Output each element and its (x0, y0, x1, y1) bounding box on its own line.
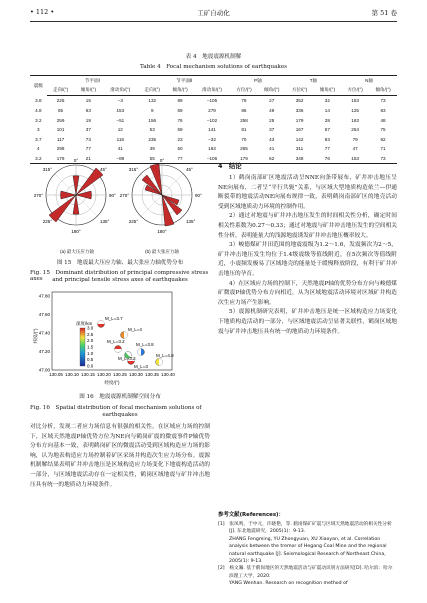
table-cell: −3 (117, 98, 123, 104)
xtick-label: 130.20 (97, 372, 111, 377)
mag-label-4: M_L=3.8 (136, 342, 154, 347)
table-group-header-row (30, 76, 397, 86)
sub-header-7: 倾角/(°) (258, 86, 286, 96)
table-cell: 117 (56, 136, 65, 142)
group-plane-1: 节平面Ⅰ (47, 76, 139, 86)
table-cell: 153 (341, 154, 369, 164)
beachball-7 (156, 359, 163, 366)
table-cell: 50 (177, 146, 183, 152)
table-row (30, 135, 397, 145)
table-row (30, 115, 397, 125)
fig16-yticks (39, 294, 51, 373)
table-cell: 41 (117, 146, 123, 152)
group-p-axis: P轴 (230, 76, 286, 86)
conclusion-item-2: 2）通过对地震与矿井冲击地压发生的时间相关性分析，确定时间相关性系数为0.27～0.33；通过对地震与矿井冲击地压发生的空间相关性分析，表明能量大的浅源地震诱发矿井冲击地压概率较大。 (218, 213, 397, 239)
left-body-text (30, 423, 210, 490)
dir-0: 0° (73, 158, 79, 163)
table-cell: 41 (269, 146, 275, 152)
table-cell: 19 (85, 117, 91, 123)
table-cell: 86 (241, 108, 247, 114)
table-cell: 92 (380, 136, 386, 142)
table-cell: 37 (269, 127, 275, 133)
sub-header-5: 滑动角/(°) (194, 86, 230, 96)
table-cell: 12 (117, 127, 123, 133)
fig16-caption-en-2: earthquakes (102, 412, 138, 418)
table-cell: 43 (269, 136, 275, 142)
table-cell: 48 (380, 117, 386, 123)
xtick-label: 130.35 (145, 372, 159, 377)
fig16-spatial-plot (30, 288, 210, 386)
table-cell: 27 (269, 98, 275, 104)
page-number: • 112 • (30, 8, 55, 16)
dir-315: 315° (128, 167, 138, 172)
group-t-axis: T轴 (286, 76, 342, 86)
sub-header-9: 倾角/(°) (313, 86, 341, 96)
xtick-label: 130.15 (81, 372, 95, 377)
table-cell: 77 (324, 146, 330, 152)
mag-label-6: M_L=3 (134, 364, 148, 369)
table-cell: 163 (351, 117, 359, 123)
dir-135: 135° (100, 219, 110, 224)
table-cell: −89 (102, 154, 138, 164)
journal-name: 工矿自动化 (197, 9, 230, 17)
ytick-label: 47.40 (38, 330, 50, 336)
fig15-rose-diagrams (30, 152, 208, 244)
mag-label-1: M_L=3.7 (105, 316, 123, 321)
sub-header-11: 倾角/(°) (369, 86, 397, 96)
dir-225: 225° (42, 219, 52, 224)
volume-label: 第 51 卷 (371, 9, 397, 17)
mag-label-7: M_L=4.8 (156, 353, 174, 358)
table-cell: 153 (351, 98, 359, 104)
colorbar-tick-label: 3.0 (87, 325, 94, 331)
table-row (30, 106, 397, 116)
table-cell: 279 (208, 108, 216, 114)
rose-diagram-compressive (34, 158, 116, 234)
table-cell: −32 (208, 136, 216, 142)
table-cell: 132 (148, 98, 157, 104)
table-cell: 37 (85, 127, 91, 133)
dir-315: 315° (42, 167, 52, 172)
conclusion-item-3: 3）峻德煤矿井田范围的地震震级为1.2～1.6，发震频次为2～5，矿井冲击地压发生均位于1.4级震级等值线附近，在5次频次等值线附近，小震频发极易了区域地壳的能量处于缓慢释放阶段，有利于矿井冲击地压的孕育。 (218, 242, 397, 277)
fig16-ylabel: 纬度/(°) (33, 328, 38, 344)
rose-b-label: (b) 最大张应力轴 (145, 249, 179, 254)
table-cell: −51 (116, 117, 125, 123)
table-cell: 21 (74, 154, 102, 164)
table-cell: −105 (206, 98, 218, 104)
dir-45: 45° (100, 167, 107, 172)
table-cell: 352 (295, 98, 304, 104)
conclusion-item-1: 1）鹤岗南部矿区地震活动呈NNE向条带展布，矿井冲击地压呈NE向展布，二者呈“平行共轭”关系，与区域大型地质构造依兰—伊通断裂带的地震活动NE向展布规律一致，表明鹤岗南部矿区的地壳活动受到区域地质动力环境的控制作用。 (218, 175, 397, 210)
table-cell: 179 (230, 154, 258, 164)
table-cell: 3.7 (35, 136, 42, 142)
dir-225: 225° (128, 219, 138, 224)
colorbar-ticks (87, 326, 94, 369)
rose-a-label: (a) 最大压应力轴 (60, 249, 94, 254)
rose-diagram-tensile (120, 158, 202, 234)
header-rule (30, 21, 397, 22)
colorbar-tick-label: 2.0 (87, 338, 94, 344)
reference-2: [2] 杨文瀚. 基于鹤岗地区的天然地震活动与矿震动识别方法研究[D]. 哈尔滨：哈尔滨理工大学，2020. (218, 566, 393, 579)
ytick-label: 47.20 (38, 349, 50, 354)
table-cell: 59 (177, 108, 183, 114)
colorbar-tick-label: 0.0 (87, 363, 94, 369)
table-cell: 156 (148, 117, 157, 123)
ytick-label: 47.80 (38, 293, 50, 299)
table-cell: 89 (177, 98, 183, 104)
table-cell: 77 (166, 154, 194, 164)
table-cell: 3.2 (30, 154, 47, 164)
table-cell: 153 (116, 108, 125, 114)
table-cell: 163 (208, 146, 216, 152)
sub-header-3: 走向/(°) (138, 86, 166, 96)
table-title-en: Table 4 Focal mechanism solutions of earthquakes (139, 64, 287, 70)
table-cell: 55 (138, 154, 166, 164)
table-cell: 254 (351, 127, 359, 133)
table-cell: 3.2 (35, 117, 42, 123)
table-cell: 73 (369, 154, 397, 164)
col-magnitude: 震级 (30, 76, 47, 96)
dir-90: 90° (195, 193, 202, 198)
table-cell: 28 (324, 117, 330, 123)
depth-colorbar (80, 328, 85, 366)
table-row (30, 96, 397, 106)
ytick-label: 47.60 (38, 312, 50, 317)
table-cell: 14 (324, 108, 330, 114)
colorbar-title: 深度/km (76, 321, 93, 326)
beachball-1 (98, 321, 105, 328)
table-cell: 47 (352, 146, 358, 152)
group-n-axis: N轴 (341, 76, 397, 86)
reference-1-en: ZHANG Fengming, YU Zhongyuan, XU Xiaoyan, et al. Correlation analysis between the tremor of Hegang Coal Mine and the regional natural earthquake [J]. Seismological Research of Northeast China, 2005(1): 9-13. (229, 536, 387, 565)
table-cell: 3 (37, 127, 40, 133)
ytick-label: 47.00 (38, 367, 50, 373)
dir-180: 180° (71, 229, 81, 234)
reference-1: [1] 张凤鸣，于中元，许晓艳，等. 鹤岗煤矿矿震与区域天然地震活动的相关性分析[J]. 东北地震研究，2005(1)：9-13. (218, 522, 392, 535)
table-cell: 62 (258, 154, 286, 164)
conclusion-heading: 4 结论 (218, 162, 242, 170)
table-cell: 125 (351, 108, 359, 114)
table-cell: 235 (148, 136, 157, 142)
table-cell: 67 (324, 127, 330, 133)
table-cell: 63 (85, 108, 91, 114)
dir-135: 135° (186, 219, 196, 224)
colorbar-tick-label: 1.5 (87, 344, 94, 350)
sub-header-4: 倾角/(°) (166, 86, 194, 96)
table-cell: 25 (269, 117, 275, 123)
table-row (30, 125, 397, 135)
fig16-xlabel: 经度/(°) (104, 380, 120, 385)
dir-90: 90° (109, 193, 116, 198)
mag-label-3: M_L=3.2 (107, 339, 125, 344)
dir-45: 45° (186, 167, 193, 172)
table-cell: 259 (56, 117, 65, 123)
table-cell: 76 (313, 154, 341, 164)
table-cell: 23 (177, 136, 183, 142)
fig15-caption-cn: 图 15 地震最大压应力轴、最大张应力轴优势分布 (56, 260, 184, 266)
colorbar-tick-label: 1.0 (87, 350, 94, 356)
table-cell: 9 (150, 108, 154, 114)
table-cell: 79 (352, 136, 358, 142)
conclusion-item-5: 5）震源机制研究表明，矿井冲击地压是统一区域构造应力场变化下地质构造活动的一部分，与区域地震活动呈显著关联性，鹤岗区域地震与矿井冲击地压具有统一的地质动力环境条件。 (218, 309, 397, 335)
dir-270: 270° (119, 193, 129, 198)
table-cell: 77 (85, 146, 91, 152)
dir-180: 180° (157, 229, 167, 234)
fig15-caption-en-2: and principal tensile stress axes of earthquakes (52, 277, 188, 283)
references-list (218, 521, 397, 588)
xtick-label: 130.10 (65, 372, 79, 377)
table-cell: 298 (56, 146, 65, 152)
table-cell: 70 (241, 136, 247, 142)
table-cell: 65 (57, 108, 64, 114)
fig16-xticks (49, 372, 175, 377)
xtick-label: 130.40 (161, 372, 175, 377)
table-cell: 141 (208, 127, 216, 133)
table-sub-header-row (30, 86, 397, 96)
table-cell: 225 (56, 98, 65, 104)
references-heading: 参考文献(References)： (218, 512, 284, 518)
table-cell: 32 (324, 98, 330, 104)
group-plane-2: 节平面Ⅱ (138, 76, 230, 86)
table-cell: 101 (56, 127, 65, 133)
xtick-label: 130.30 (129, 372, 143, 377)
table-cell: 258 (240, 117, 248, 123)
table-cell: 336 (295, 108, 304, 114)
mag-label-5: M_L=3.2 (118, 356, 136, 361)
table-cell: −106 (194, 154, 230, 164)
table-cell: 142 (295, 136, 304, 142)
plot-frame (52, 292, 172, 370)
table-cell: 179 (295, 117, 304, 123)
dir-0: 0° (159, 158, 165, 163)
beachball-4 (138, 349, 145, 356)
table-cell: 348 (286, 154, 314, 164)
table-cell: 39 (149, 146, 155, 152)
table-cell: 59 (177, 127, 183, 133)
sub-header-2: 滑动角/(°) (102, 86, 138, 96)
table-cell: 4.8 (35, 108, 42, 114)
beachball-2 (121, 332, 128, 339)
sub-header-6: 方位/(°) (230, 86, 258, 96)
mag-label-2: M_L=4 (128, 327, 142, 332)
table-cell: 53 (149, 127, 155, 133)
fig16-caption-en-1: Fig. 16 Spatial distribution of focal mechanism solutions of (30, 405, 202, 411)
colorbar-tick-label: 2.5 (87, 331, 94, 337)
fig16-caption-cn: 图 16 地震震源机制解空间分布 (79, 394, 161, 400)
petal-ne (76, 168, 103, 195)
table-cell: 71 (380, 146, 386, 152)
reference-2-en: YANG Wenhan. Research on recognition method of (229, 581, 348, 587)
beachball-3 (115, 346, 122, 353)
table-cell: 81 (241, 127, 247, 133)
table-cell: 75 (380, 127, 386, 133)
sub-header-10: 方位/(°) (341, 86, 369, 96)
table-cell: 311 (295, 146, 304, 152)
dir-270: 270° (33, 193, 43, 198)
table-cell: 79 (241, 98, 247, 104)
body-paragraph: 对比分析，发现二者应力场信息有很强的相关性。在区域应力场的控制下，区域天然地震P轴优势方位为NE向与鹤岗矿震的微震事件P轴优势分布方向基本一致，表明鹤岗矿区的微震活动受到区域构造应力场的影响，认为地表构造应力场控制着矿区采场井构造次生应力场分布。震源机制解结果表明矿井冲击地压是区域构造应力场变化下地震构造活动的一部分，与区域地震活动存在一定相关性，鹤岗区域地震与矿井冲击地压具有统一的地质动力环境条件。 (30, 424, 210, 488)
table-cell: 76 (177, 117, 183, 123)
table-cell: −102 (206, 117, 218, 123)
sub-header-0: 走向/(°) (47, 86, 75, 96)
focal-mechanism-table (30, 75, 397, 164)
table-cell: 15 (85, 98, 91, 104)
xtick-label: 130.25 (113, 372, 127, 377)
table-cell: 83 (324, 136, 330, 142)
conclusion-text (218, 174, 397, 337)
fig15-caption-en-1: Fig. 15 Dominant distribution of principal compressive stress axes (30, 270, 209, 282)
table-cell: 4 (37, 146, 40, 152)
xtick-label: 130.05 (49, 372, 63, 377)
table-cell: 167 (295, 127, 304, 133)
conclusion-item-4: 4）在区域应力场的控制下，天然地震P轴的优势分布方向与峻德煤矿微震P轴优势分布方向相近，从为区域地震活动环境对区域矿井构造次生应力场产生影响。 (218, 280, 397, 306)
sub-header-8: 方位/(°) (286, 86, 314, 96)
sub-header-1: 倾角/(°) (74, 86, 102, 96)
table-cell: 265 (240, 146, 248, 152)
table-title-cn: 表 4 地震震源机制解 (185, 54, 242, 60)
table-cell: 118 (116, 136, 124, 142)
table-cell: 83 (380, 108, 386, 114)
petal-sw (49, 195, 76, 222)
table-cell: 49 (269, 108, 275, 114)
table-cell: 73 (380, 98, 386, 104)
table-cell: 3.8 (35, 98, 42, 104)
colorbar-tick-label: 0.5 (87, 357, 94, 363)
table-cell: 179 (47, 154, 75, 164)
table-cell: 73 (85, 136, 91, 142)
